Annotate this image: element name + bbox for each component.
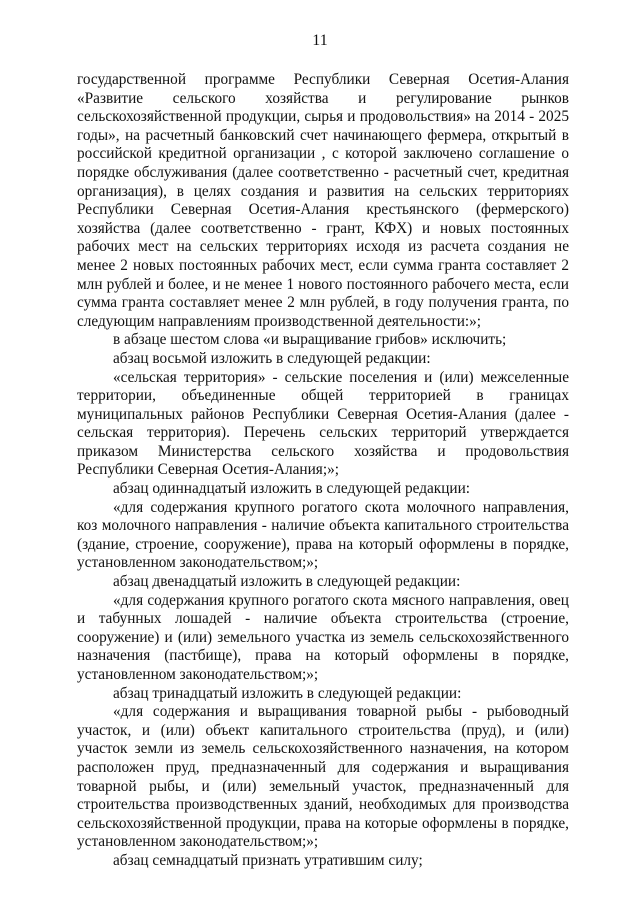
paragraph-quote: «для содержания и выращивания товарной рыбы - рыбоводный участок, и (или) объект капитального строительства (пруд), и (или) участок земли из земель сельскохозяйственного назначения, на котором расположен пруд, предназначенный для содержания и выращивания товарной рыбы, и (или) земельный участок, предназначенный для строительства производственных зданий, необходимых для производства сельскохозяйственной продукции, права на которые оформлены в порядке, установленном законодательством;»;	[77, 703, 569, 851]
paragraph: в абзаце шестом слова «и выращивание грибов» исключить;	[113, 331, 507, 349]
paragraph-quote: «сельская территория» - сельские поселения и (или) межселенные территории, объединенные общей территорией в границах муниципальных районов Республики Северная Осетия-Алания (далее - сельская территория). Перечень сельских территорий утверждается приказом Министерства сельского хозяйства и продовольствия Республики Северная Осетия-Алания;»;	[77, 368, 569, 479]
paragraph-quote: «для содержания крупного рогатого скота молочного направления, коз молочного направления - наличие объекта капитального строительства (здание, строение, сооружение), права на который оформлены в порядке, установленном законодательством;»;	[77, 498, 569, 572]
paragraph: абзац восьмой изложить в следующей редакции:	[113, 349, 431, 367]
paragraph: абзац одиннадцатый изложить в следующей редакции:	[113, 480, 471, 498]
paragraph: абзац тринадцатый изложить в следующей редакции:	[113, 684, 462, 702]
document-body	[77, 71, 569, 871]
paragraph: абзац семнадцатый признать утратившим силу;	[113, 851, 423, 869]
paragraph-quote: «для содержания крупного рогатого скота мясного направления, овец и табунных лошадей - наличие объекта строительства (строение, сооружение) и (или) земельного участка из земель сельскохозяйственного назначения (пастбище), права на который оформлены в порядке, установленном законодательством;»;	[77, 591, 569, 683]
paragraph: абзац двенадцатый изложить в следующей редакции:	[113, 573, 461, 591]
page-number: 11	[312, 32, 328, 49]
paragraph-continuation: государственной программе Республики Северная Осетия-Алания «Развитие сельского хозяйства и регулирование рынков сельскохозяйственной продукции, сырья и продовольствия» на 2014 - 2025 годы», на расчетный банковский счет начинающего фермера, открытый в российской кредитной организации , с которой заключено соглашение о порядке обслуживания (далее соответственно - расчетный счет, кредитная организация), в целях создания и развития на сельских территориях Республики Северная Осетия-Алания крестьянского (фермерского) хозяйства (далее соответственно - грант, КФХ) и новых постоянных рабочих мест на сельских территориях исходя из расчета создания не менее 2 новых постоянных рабочих мест, если сумма гранта составляет 2 млн рублей и более, и не менее 1 нового постоянного рабочего места, если сумма гранта составляет менее 2 млн рублей, в году получения гранта, по следующим направлениям производственной деятельности:»;	[77, 71, 569, 330]
